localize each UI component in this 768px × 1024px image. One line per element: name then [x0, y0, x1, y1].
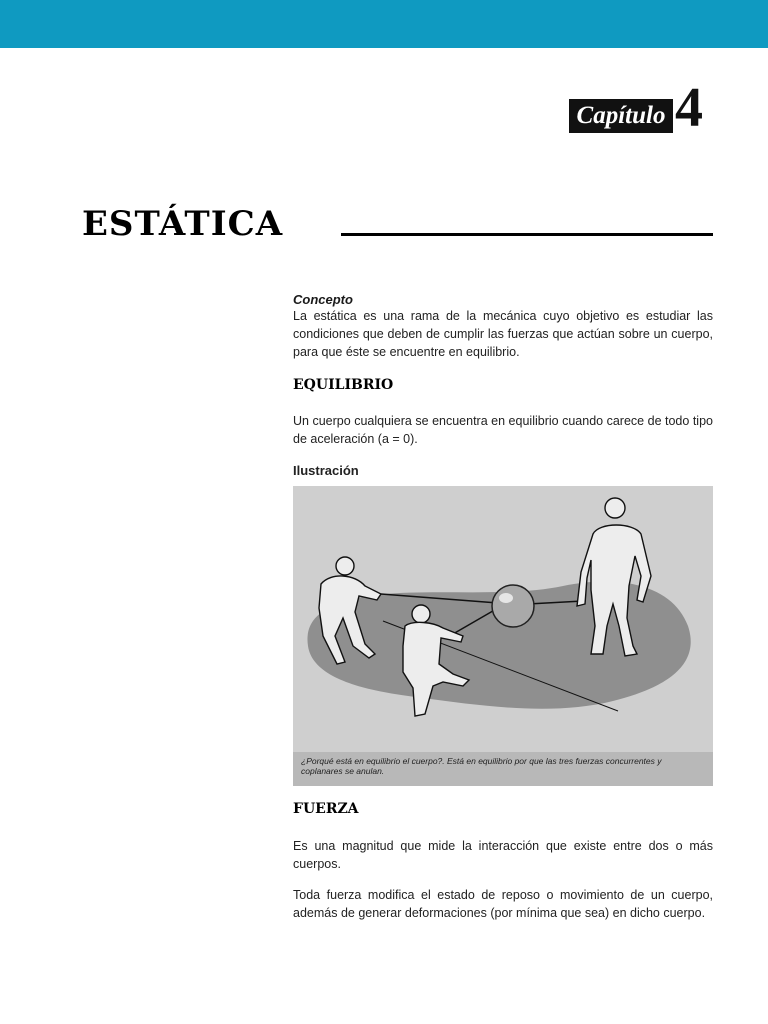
- chapter-number: 4: [675, 77, 703, 139]
- equilibrio-text: Un cuerpo cualquiera se encuentra en equilibrio cuando carece de todo tipo de aceleración (a = 0).: [293, 414, 713, 446]
- ilustracion-heading: Ilustración: [293, 463, 359, 478]
- equilibrio-section: [293, 377, 713, 393]
- chapter-badge: [569, 77, 719, 139]
- tug-of-war-drawing: [293, 486, 713, 752]
- chapter-word: Capítulo: [569, 99, 673, 133]
- concepto-text: La estática es una rama de la mecánica cuyo objetivo es estudiar las condiciones que deben de cumplir las fuerzas que actúan sobre un cuerpo, para que éste se encuentre en equilibrio.: [293, 309, 713, 359]
- top-color-band: [0, 0, 768, 48]
- fuerza-heading: FUERZA: [293, 801, 359, 817]
- fuerza-text-2: Toda fuerza modifica el estado de reposo o movimiento de un cuerpo, además de generar deformaciones (por mínima que sea) en dicho cuerpo.: [293, 888, 713, 920]
- sphere: [492, 585, 534, 627]
- equilibrium-illustration: [293, 486, 713, 786]
- title-rule: [341, 233, 713, 236]
- page-title: ESTÁTICA: [82, 204, 284, 244]
- sphere-highlight: [499, 593, 513, 603]
- concepto-heading: Concepto: [293, 292, 353, 307]
- illustration-caption: ¿Porqué está en equilibrio el cuerpo?. Está en equilibrio por que las tres fuerzas concurrentes y coplanares se anulan.: [301, 756, 662, 776]
- concepto-section: [293, 292, 713, 361]
- equilibrio-heading: EQUILIBRIO: [293, 377, 394, 393]
- fuerza-text-1: Es una magnitud que mide la interacción que existe entre dos o más cuerpos.: [293, 839, 713, 871]
